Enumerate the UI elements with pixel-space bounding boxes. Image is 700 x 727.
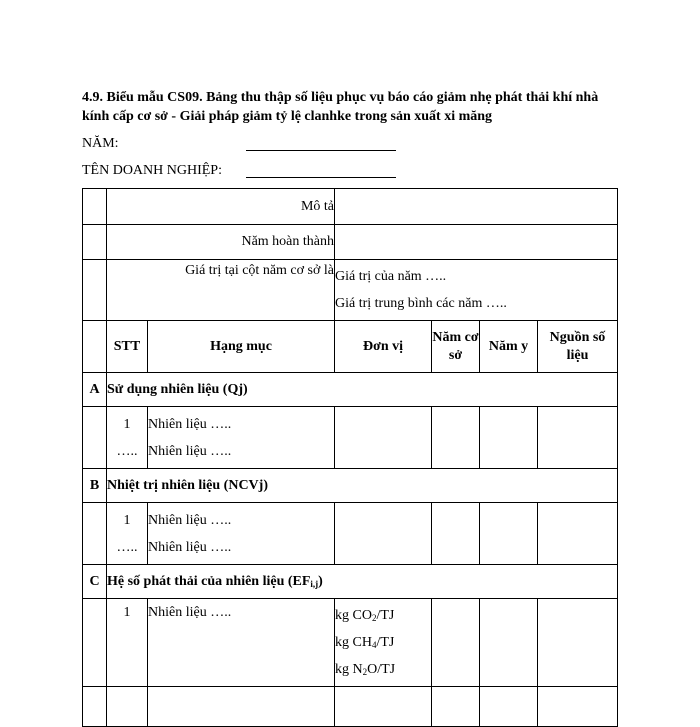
section-c-stt xyxy=(107,599,148,687)
year-label: NĂM: xyxy=(82,136,119,151)
section-a-title: Sử dụng nhiên liệu (Qj) xyxy=(107,373,618,407)
header-stt: STT xyxy=(107,321,148,373)
section-a-data-row xyxy=(83,407,618,469)
section-c-items xyxy=(148,599,335,687)
company-field xyxy=(82,163,222,179)
section-c-stt-1: 1 xyxy=(123,605,131,620)
data-collection-table xyxy=(82,188,618,727)
gia-tri-option-2[interactable]: Giá trị trung bình các năm ….. xyxy=(335,296,507,311)
section-a-source[interactable] xyxy=(538,407,618,469)
header-row xyxy=(83,321,618,373)
section-c-code: C xyxy=(83,565,107,599)
nam-hoan-thanh-row xyxy=(83,225,618,260)
nam-hoan-thanh-label: Năm hoàn thành xyxy=(107,225,335,260)
gia-tri-options xyxy=(335,260,618,321)
mo-ta-row xyxy=(83,189,618,225)
section-b-fuel-1[interactable]: Nhiên liệu ….. xyxy=(148,512,232,528)
section-a-fuel-1[interactable]: Nhiên liệu ….. xyxy=(148,416,232,432)
section-b-unit[interactable] xyxy=(335,503,432,565)
section-b-data-row xyxy=(83,503,618,565)
section-a-stt xyxy=(107,407,148,469)
mo-ta-label: Mô tả xyxy=(107,189,335,225)
section-b-fuel-2[interactable]: Nhiên liệu ….. xyxy=(148,539,232,555)
year-blank-line[interactable] xyxy=(246,150,396,151)
year-field xyxy=(82,136,119,152)
nam-hoan-thanh-value[interactable] xyxy=(335,225,618,260)
section-c-fuel-1[interactable]: Nhiên liệu ….. xyxy=(148,605,232,620)
company-blank-line[interactable] xyxy=(246,177,396,178)
section-a-row xyxy=(83,373,618,407)
header-nguon-so-lieu: Nguồn số liệu xyxy=(538,321,618,373)
section-c-row xyxy=(83,565,618,599)
unit-co2: kg $CO_2/TJ$ xyxy=(335,608,395,623)
unit-ch4: kg $CH_4/TJ$ xyxy=(335,635,395,650)
section-a-year-y[interactable] xyxy=(480,407,538,469)
header-hang-muc: Hạng mục xyxy=(148,321,335,373)
section-b-stt xyxy=(107,503,148,565)
header-don-vi: Đơn vị xyxy=(335,321,432,373)
section-a-code: A xyxy=(83,373,107,407)
section-a-stt-etc: ….. xyxy=(116,443,138,459)
section-c-year-y[interactable] xyxy=(480,599,538,687)
gia-tri-label: Giá trị tại cột năm cơ sở là xyxy=(107,260,335,321)
section-a-unit[interactable] xyxy=(335,407,432,469)
section-a-items xyxy=(148,407,335,469)
section-a-fuel-2[interactable]: Nhiên liệu ….. xyxy=(148,443,232,459)
section-c-data-row xyxy=(83,599,618,687)
section-b-items xyxy=(148,503,335,565)
unit-n2o: kg $N_2O/TJ$ xyxy=(335,662,396,677)
section-a-stt-1: 1 xyxy=(123,416,131,432)
section-b-base-year[interactable] xyxy=(432,503,480,565)
company-label: TÊN DOANH NGHIỆP: xyxy=(82,163,222,178)
section-c-units xyxy=(335,599,432,687)
gia-tri-row xyxy=(83,260,618,321)
header-nam-co-so: Năm cơ sở xyxy=(432,321,480,373)
section-b-row xyxy=(83,469,618,503)
section-b-source[interactable] xyxy=(538,503,618,565)
mo-ta-value[interactable] xyxy=(335,189,618,225)
section-c-source[interactable] xyxy=(538,599,618,687)
header-nam-y: Năm y xyxy=(480,321,538,373)
form-heading: 4.9. Biểu mẫu CS09. Bảng thu thập số liệu phục vụ báo cáo giảm nhẹ phát thải khí nhà kính cấp cơ sở - Giải pháp giảm tỷ lệ clanhke trong sản xuất xi măng xyxy=(82,90,599,124)
gia-tri-option-1[interactable]: Giá trị của năm ….. xyxy=(335,269,447,284)
section-a-base-year[interactable] xyxy=(432,407,480,469)
section-b-code: B xyxy=(83,469,107,503)
section-c-continued-row xyxy=(83,687,618,727)
section-b-title: Nhiệt trị nhiên liệu (NCVj) xyxy=(107,469,618,503)
section-b-stt-1: 1 xyxy=(123,512,131,528)
section-c-base-year[interactable] xyxy=(432,599,480,687)
section-b-stt-etc: ….. xyxy=(116,539,138,555)
section-b-year-y[interactable] xyxy=(480,503,538,565)
section-c-title: Hệ số phát thải của nhiên liệu $(EF_{i,j})$ xyxy=(107,565,618,599)
